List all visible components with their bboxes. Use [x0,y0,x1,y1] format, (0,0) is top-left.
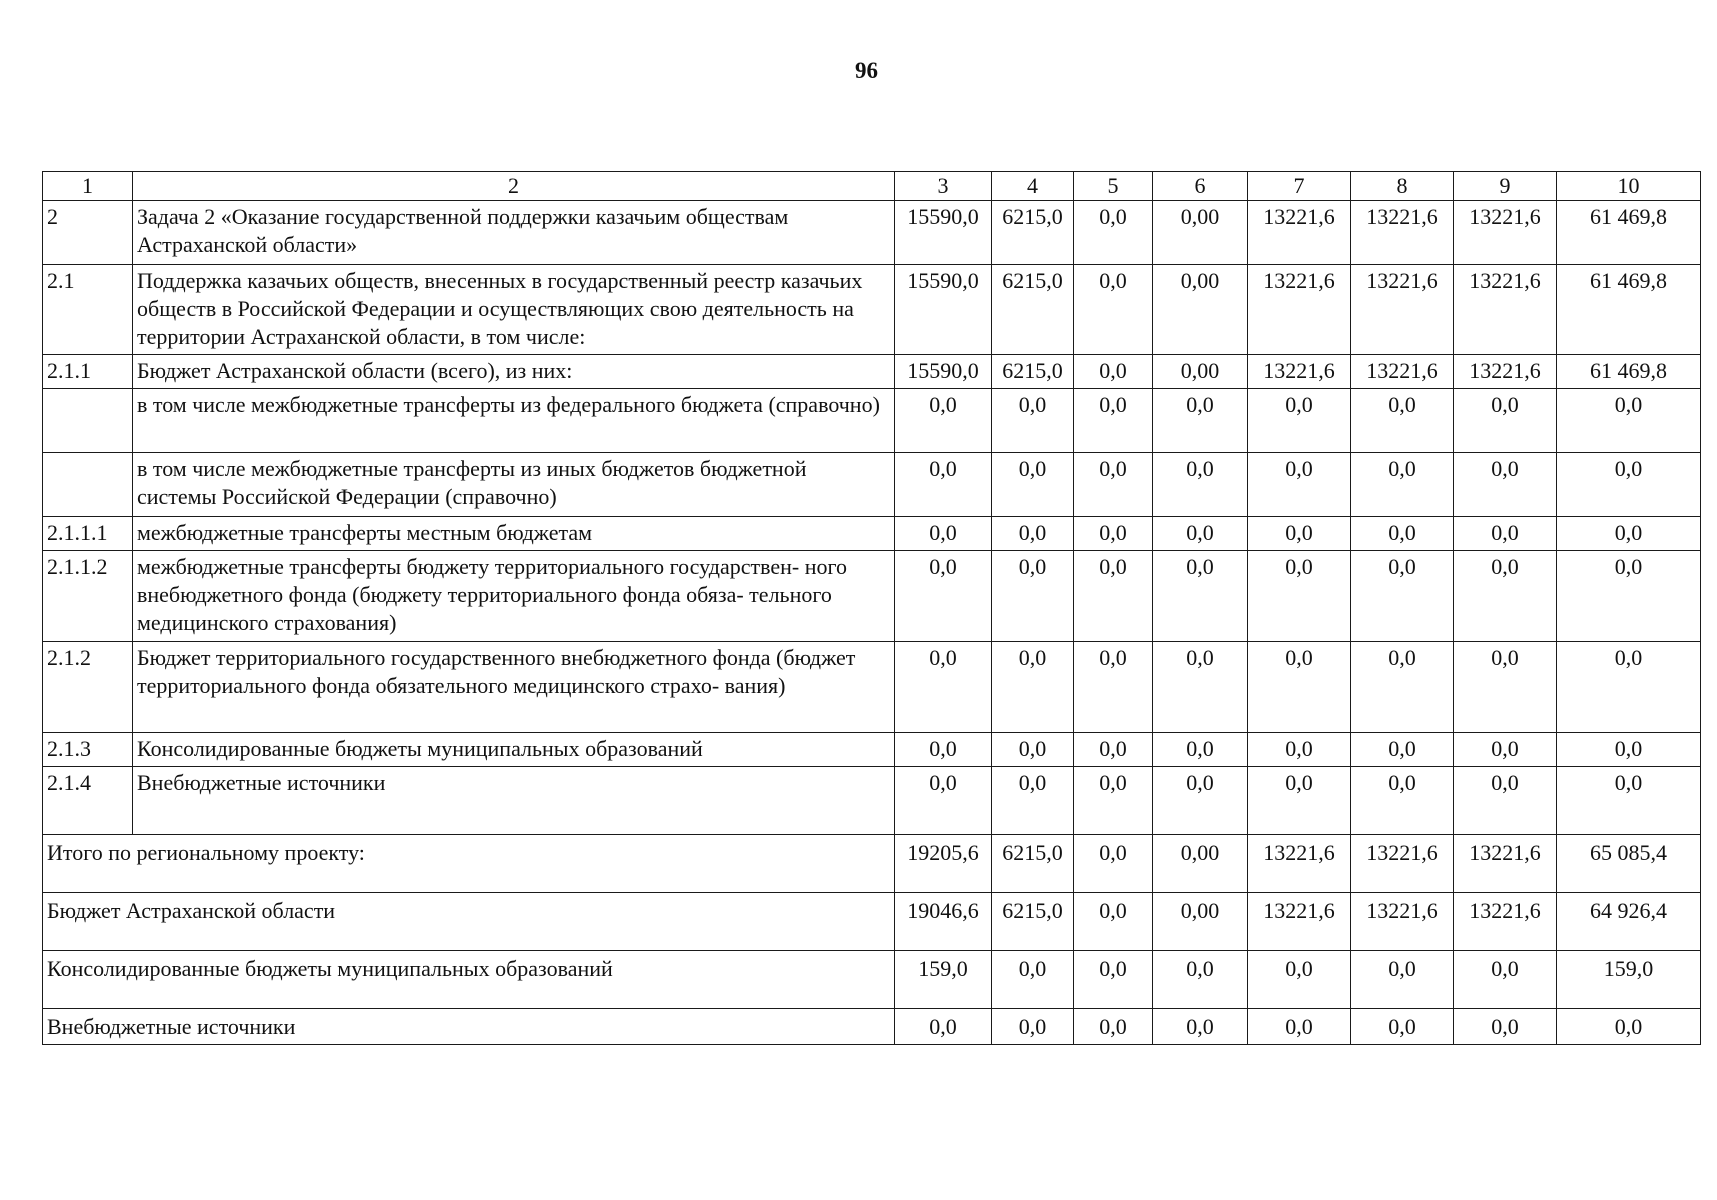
row-code-cell: 2.1.1 [43,355,133,389]
table-row [43,453,1701,517]
column-number-row [43,172,1701,201]
column-number-cell: 3 [895,172,992,201]
value-cell: 0,0 [1153,551,1248,642]
total-value-cell: 0,0 [992,951,1074,1009]
table-row [43,642,1701,733]
value-cell: 0,0 [992,767,1074,835]
value-cell: 0,0 [1351,551,1454,642]
row-description-cell: межбюджетные трансферты бюджету территориального государствен- ного внебюджетного фонда (бюджету территориального фонда обяза- тельного медицинского страхования) [133,551,895,642]
total-description-cell: Итого по региональному проекту: [43,835,895,893]
budget-table [42,171,1701,1045]
column-number-cell: 1 [43,172,133,201]
column-number-cell: 2 [133,172,895,201]
value-cell: 0,0 [1074,767,1153,835]
value-cell: 0,0 [1248,389,1351,453]
column-number-cell: 7 [1248,172,1351,201]
total-value-cell: 13221,6 [1351,893,1454,951]
row-description-cell: Поддержка казачьих обществ, внесенных в государственный реестр казачьих обществ в Российской Федерации и осуществляющих свою деятельность на территории Астраханской области, в том числе: [133,265,895,355]
value-cell: 0,0 [1074,453,1153,517]
value-cell: 0,0 [1351,517,1454,551]
table-row [43,517,1701,551]
value-cell: 0,0 [1351,733,1454,767]
total-value-cell: 65 085,4 [1557,835,1701,893]
total-value-cell: 6215,0 [992,835,1074,893]
total-description-cell: Консолидированные бюджеты муниципальных образований [43,951,895,1009]
total-value-cell: 13221,6 [1454,835,1557,893]
value-cell: 0,0 [1248,453,1351,517]
value-cell: 0,0 [1454,767,1557,835]
value-cell: 0,0 [1153,517,1248,551]
total-value-cell: 0,00 [1153,835,1248,893]
value-cell: 0,0 [1153,642,1248,733]
value-cell: 13221,6 [1351,201,1454,265]
total-value-cell: 159,0 [895,951,992,1009]
value-cell: 0,0 [1557,517,1701,551]
row-code-cell [43,389,133,453]
total-value-cell: 0,0 [1153,1009,1248,1045]
value-cell: 0,0 [895,517,992,551]
total-value-cell: 13221,6 [1454,893,1557,951]
total-row [43,951,1701,1009]
row-description-cell: Внебюджетные источники [133,767,895,835]
row-description-cell: в том числе межбюджетные трансферты из иных бюджетов бюджетной системы Российской Федерации (справочно) [133,453,895,517]
total-value-cell: 6215,0 [992,893,1074,951]
row-code-cell: 2.1.1.2 [43,551,133,642]
value-cell: 15590,0 [895,355,992,389]
value-cell: 13221,6 [1454,355,1557,389]
value-cell: 0,0 [1074,517,1153,551]
total-value-cell: 0,00 [1153,893,1248,951]
total-value-cell: 0,0 [895,1009,992,1045]
column-number-cell: 9 [1454,172,1557,201]
value-cell: 0,0 [895,733,992,767]
total-value-cell: 0,0 [1454,951,1557,1009]
value-cell: 15590,0 [895,265,992,355]
total-value-cell: 0,0 [1248,1009,1351,1045]
value-cell: 0,0 [1153,733,1248,767]
value-cell: 0,0 [895,642,992,733]
value-cell: 13221,6 [1351,355,1454,389]
row-code-cell [43,453,133,517]
value-cell: 0,0 [1153,389,1248,453]
total-row [43,893,1701,951]
row-description-cell: Задача 2 «Оказание государственной поддержки казачьим обществам Астраханской области» [133,201,895,265]
column-number-cell: 4 [992,172,1074,201]
total-value-cell: 0,0 [1248,951,1351,1009]
total-value-cell: 13221,6 [1351,835,1454,893]
column-number-cell: 6 [1153,172,1248,201]
value-cell: 0,0 [992,389,1074,453]
row-description-cell: в том числе межбюджетные трансферты из федерального бюджета (справочно) [133,389,895,453]
value-cell: 6215,0 [992,265,1074,355]
total-value-cell: 19205,6 [895,835,992,893]
table-row [43,355,1701,389]
value-cell: 0,0 [1454,551,1557,642]
value-cell: 61 469,8 [1557,265,1701,355]
column-number-cell: 10 [1557,172,1701,201]
value-cell: 13221,6 [1454,201,1557,265]
row-code-cell: 2.1.1.1 [43,517,133,551]
value-cell: 0,00 [1153,201,1248,265]
value-cell: 0,0 [1454,642,1557,733]
value-cell: 0,0 [1074,355,1153,389]
row-description-cell: Бюджет территориального государственного внебюджетного фонда (бюджет территориального фонда обязательного медицинского страхо- вания) [133,642,895,733]
table-row [43,733,1701,767]
value-cell: 13221,6 [1351,265,1454,355]
table-row [43,551,1701,642]
column-number-cell: 8 [1351,172,1454,201]
total-row [43,1009,1701,1045]
value-cell: 0,0 [1351,453,1454,517]
value-cell: 0,0 [1557,767,1701,835]
value-cell: 0,0 [1153,453,1248,517]
value-cell: 0,0 [992,453,1074,517]
row-description-cell: межбюджетные трансферты местным бюджетам [133,517,895,551]
value-cell: 15590,0 [895,201,992,265]
value-cell: 0,0 [992,642,1074,733]
total-value-cell: 0,0 [992,1009,1074,1045]
value-cell: 0,0 [1248,517,1351,551]
value-cell: 0,0 [895,453,992,517]
value-cell: 0,0 [1557,389,1701,453]
total-value-cell: 13221,6 [1248,893,1351,951]
value-cell: 13221,6 [1248,265,1351,355]
value-cell: 0,0 [895,767,992,835]
value-cell: 0,0 [1074,642,1153,733]
total-value-cell: 0,0 [1074,835,1153,893]
row-code-cell: 2.1 [43,265,133,355]
value-cell: 0,0 [1557,642,1701,733]
row-code-cell: 2.1.3 [43,733,133,767]
row-description-cell: Консолидированные бюджеты муниципальных образований [133,733,895,767]
value-cell: 0,0 [992,551,1074,642]
value-cell: 0,0 [1454,517,1557,551]
value-cell: 61 469,8 [1557,201,1701,265]
row-code-cell: 2 [43,201,133,265]
row-code-cell: 2.1.4 [43,767,133,835]
value-cell: 0,0 [1454,389,1557,453]
value-cell: 0,0 [895,389,992,453]
value-cell: 0,0 [1074,733,1153,767]
value-cell: 6215,0 [992,201,1074,265]
value-cell: 0,0 [1074,201,1153,265]
value-cell: 0,0 [992,733,1074,767]
total-description-cell: Внебюджетные источники [43,1009,895,1045]
value-cell: 0,0 [1074,551,1153,642]
total-description-cell: Бюджет Астраханской области [43,893,895,951]
value-cell: 0,00 [1153,355,1248,389]
total-value-cell: 159,0 [1557,951,1701,1009]
value-cell: 6215,0 [992,355,1074,389]
value-cell: 0,0 [895,551,992,642]
row-code-cell: 2.1.2 [43,642,133,733]
total-row [43,835,1701,893]
value-cell: 0,0 [1248,767,1351,835]
table-row [43,767,1701,835]
total-value-cell: 0,0 [1454,1009,1557,1045]
total-value-cell: 0,0 [1351,951,1454,1009]
value-cell: 13221,6 [1248,355,1351,389]
value-cell: 0,0 [1248,642,1351,733]
table-row [43,389,1701,453]
page-number: 96 [855,58,878,83]
value-cell: 0,0 [1454,453,1557,517]
value-cell: 0,00 [1153,265,1248,355]
value-cell: 61 469,8 [1557,355,1701,389]
value-cell: 0,0 [1351,767,1454,835]
value-cell: 0,0 [1557,551,1701,642]
value-cell: 13221,6 [1248,201,1351,265]
value-cell: 0,0 [1351,642,1454,733]
value-cell: 0,0 [992,517,1074,551]
value-cell: 0,0 [1248,551,1351,642]
value-cell: 0,0 [1248,733,1351,767]
value-cell: 0,0 [1153,767,1248,835]
value-cell: 13221,6 [1454,265,1557,355]
total-value-cell: 0,0 [1074,951,1153,1009]
value-cell: 0,0 [1074,389,1153,453]
total-value-cell: 0,0 [1074,1009,1153,1045]
row-description-cell: Бюджет Астраханской области (всего), из них: [133,355,895,389]
total-value-cell: 0,0 [1074,893,1153,951]
total-value-cell: 64 926,4 [1557,893,1701,951]
total-value-cell: 13221,6 [1248,835,1351,893]
total-value-cell: 0,0 [1153,951,1248,1009]
total-value-cell: 0,0 [1557,1009,1701,1045]
value-cell: 0,0 [1557,453,1701,517]
total-value-cell: 0,0 [1351,1009,1454,1045]
value-cell: 0,0 [1557,733,1701,767]
column-number-cell: 5 [1074,172,1153,201]
value-cell: 0,0 [1074,265,1153,355]
value-cell: 0,0 [1454,733,1557,767]
total-value-cell: 19046,6 [895,893,992,951]
table-row [43,265,1701,355]
table-row [43,201,1701,265]
value-cell: 0,0 [1351,389,1454,453]
